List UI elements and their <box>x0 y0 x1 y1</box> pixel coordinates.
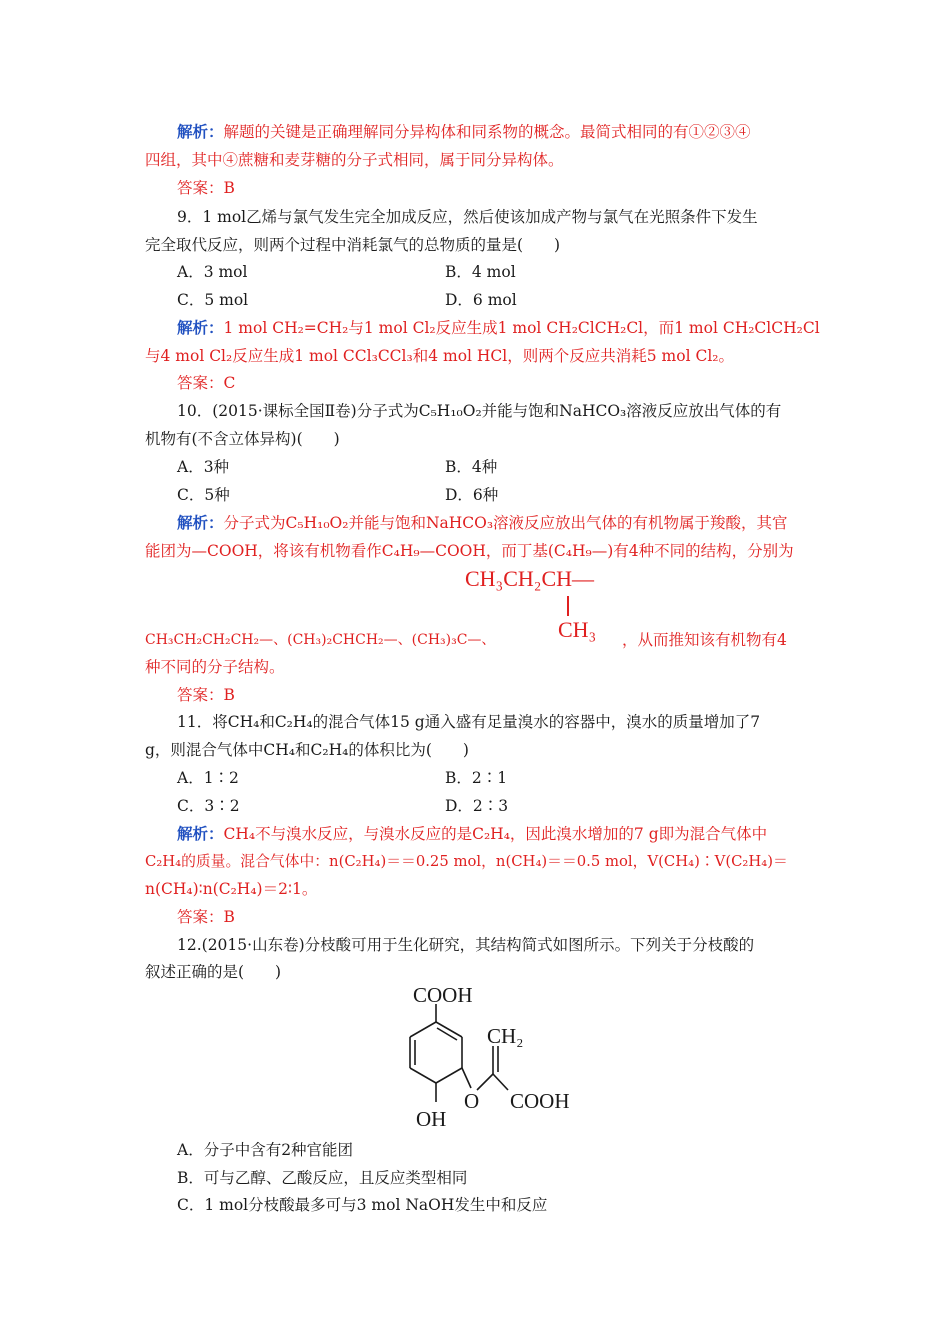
q9-option-d: D．6 mol <box>445 291 517 309</box>
q12-stem-line2: 叙述正确的是( ) <box>145 963 282 981</box>
q9-analysis-line2: 与4 mol Cl₂反应生成1 mol CCl₃CCl₃和4 mol HCl，则两个反应共消耗5 mol Cl₂。 <box>145 347 734 365</box>
cooh-top-label: COOH <box>413 983 473 1007</box>
q10-analysis-line2: 能团为—COOH，将该有机物看作C₄H₉—COOH，而丁基(C₄H₉—)有4种不同的结构，分别为 <box>145 542 794 560</box>
q10-option-a: A．3种 <box>177 458 230 476</box>
q11-answer: 答案：B <box>177 908 235 926</box>
oh-label: OH <box>416 1107 447 1131</box>
q10-branch-structure-top: CH₃CH₂CH— <box>465 566 595 591</box>
q10-analysis-line1 <box>177 513 788 533</box>
q11-option-a: A．1∶2 <box>177 769 239 787</box>
q11-analysis-line1 <box>177 824 767 844</box>
q9-stem-line2: 完全取代反应，则两个过程中消耗氯气的总物质的量是( ) <box>145 236 561 254</box>
q11-option-c: C．3∶2 <box>177 797 240 815</box>
q12-option-c: C．1 mol分枝酸最多可与3 mol NaOH发生中和反应 <box>177 1196 548 1214</box>
q9-option-c: C．5 mol <box>177 291 249 309</box>
q8-analysis-line1 <box>177 122 751 142</box>
q11-option-b: B．2∶1 <box>445 769 508 787</box>
q10-analysis-line3-left: CH₃CH₂CH₂CH₂—、(CH₃)₂CHCH₂—、(CH₃)₃C—、 <box>145 632 496 648</box>
q12-option-b: B．可与乙醇、乙酸反应，且反应类型相同 <box>177 1169 468 1187</box>
analysis-text: 解题的关键是正确理解同分异构体和同系物的概念。最简式相同的有①②③④ <box>223 123 751 141</box>
q10-analysis-line4: 种不同的分子结构。 <box>145 658 285 676</box>
ch2-label: CH₂ <box>487 1024 524 1048</box>
q8-analysis-line2: 四组，其中④蔗糖和麦芽糖的分子式相同，属于同分异构体。 <box>145 151 564 169</box>
q11-stem-line2: g，则混合气体中CH₄和C₂H₄的体积比为( ) <box>145 741 469 759</box>
cooh-right-label: COOH <box>510 1089 570 1113</box>
q10-branch-structure-bottom: CH₃ <box>558 617 597 642</box>
analysis-text: 1 mol CH₂=CH₂与1 mol Cl₂反应生成1 mol CH₂ClCH₂Cl，而1 mol CH₂ClCH₂Cl <box>223 319 820 337</box>
q11-option-d: D．2∶3 <box>445 797 509 815</box>
q10-stem-line1: 10．(2015·课标全国Ⅱ卷)分子式为C₅H₁₀O₂并能与饱和NaHCO₃溶液反应放出气体的有 <box>177 402 782 420</box>
bond-line <box>567 596 569 616</box>
q12-option-a: A．分子中含有2种官能团 <box>177 1141 354 1159</box>
analysis-label: 解析： <box>177 513 224 532</box>
q9-analysis-line1 <box>177 318 820 338</box>
q11-analysis-line2: C₂H₄的质量。混合气体中：n(C₂H₄)＝＝0.25 mol，n(CH₄)＝＝0.5 mol，V(CH₄)∶V(C₂H₄)＝ <box>145 853 788 870</box>
q11-analysis-line3: n(CH₄)∶n(C₂H₄)＝2∶1。 <box>145 880 318 898</box>
analysis-label: 解析： <box>177 122 224 141</box>
q10-option-b: B．4种 <box>445 458 498 476</box>
q10-analysis-line3-right: ，从而推知该有机物有4 <box>622 631 787 649</box>
q9-stem-line1: 9．1 mol乙烯与氯气发生完全加成反应，然后使该加成产物与氯气在光照条件下发生 <box>177 208 758 226</box>
q8-answer: 答案：B <box>177 179 235 197</box>
q10-option-d: D．6种 <box>445 486 499 504</box>
ether-oxygen-label: O <box>464 1089 480 1113</box>
q9-answer: 答案：C <box>177 374 236 392</box>
chorismic-acid-structure <box>380 980 610 1140</box>
q12-stem-line1: 12.(2015·山东卷)分枝酸可用于生化研究，其结构简式如图所示。下列关于分枝酸的 <box>177 936 755 954</box>
analysis-label: 解析： <box>177 318 224 337</box>
q9-option-b: B．4 mol <box>445 263 516 281</box>
q10-answer: 答案：B <box>177 686 235 704</box>
analysis-label: 解析： <box>177 824 224 843</box>
analysis-text: CH₄不与溴水反应，与溴水反应的是C₂H₄，因此溴水增加的7 g即为混合气体中 <box>223 825 768 843</box>
ring-bonds <box>410 1004 508 1102</box>
q10-option-c: C．5种 <box>177 486 230 504</box>
q10-stem-line2: 机物有(不含立体异构)( ) <box>145 430 340 448</box>
analysis-text: 分子式为C₅H₁₀O₂并能与饱和NaHCO₃溶液反应放出气体的有机物属于羧酸，其官 <box>223 514 788 532</box>
q11-stem-line1: 11．将CH₄和C₂H₄的混合气体15 g通入盛有足量溴水的容器中，溴水的质量增加了7 <box>177 713 761 731</box>
q9-option-a: A．3 mol <box>177 263 248 281</box>
